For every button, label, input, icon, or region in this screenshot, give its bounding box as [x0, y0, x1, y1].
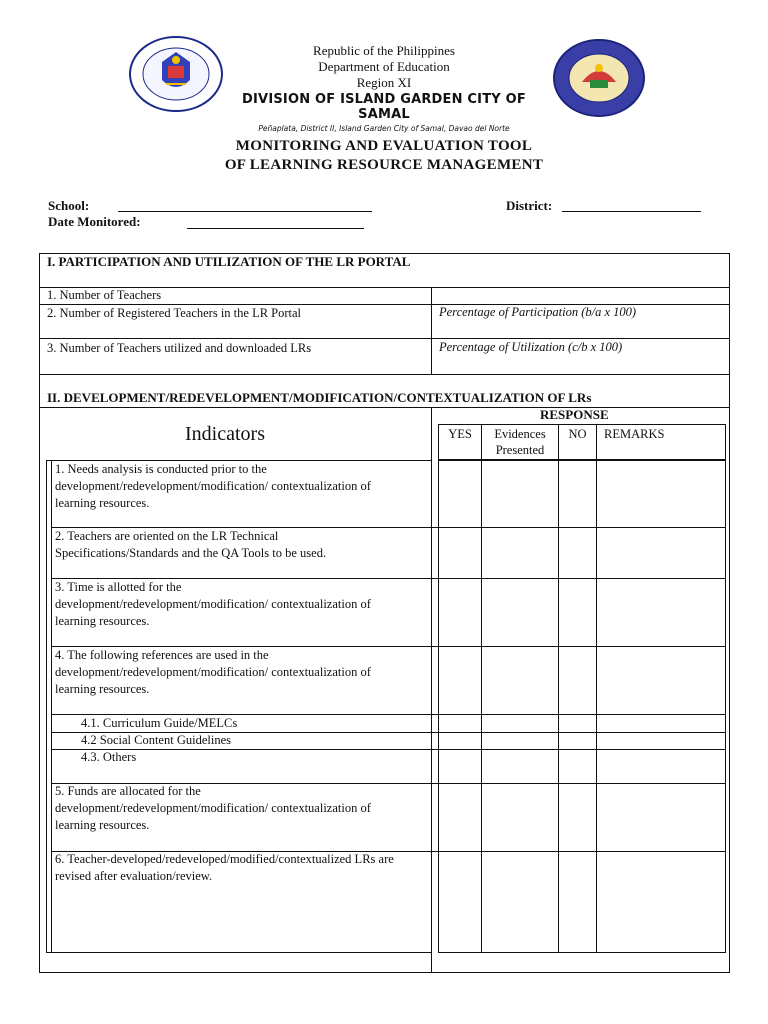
- col-yes: YES: [448, 427, 472, 441]
- header-republic: Republic of the Philippines: [313, 43, 455, 58]
- section-2-heading: II. DEVELOPMENT/REDEVELOPMENT/MODIFICATION/CONTEXTUALIZATION OF LRs: [47, 390, 592, 405]
- deped-seal: [128, 36, 224, 112]
- section-1-row-2-label: 2. Number of Registered Teachers in the LR Portal: [47, 306, 302, 320]
- section-1-row-3-label: 3. Number of Teachers utilized and downloaded LRs: [47, 341, 312, 355]
- header-division: DIVISION OF ISLAND GARDEN CITY OF SAMAL: [242, 92, 526, 122]
- division-seal: [552, 38, 646, 118]
- header-department: Department of Education: [318, 59, 450, 74]
- section-1-row-1-label: 1. Number of Teachers: [47, 288, 162, 302]
- indicator-row: 5. Funds are allocated for the development/redevelopment/modification/ contextualization of learning resources.: [55, 784, 371, 832]
- response-heading: RESPONSE: [540, 407, 609, 422]
- district-label: District:: [506, 198, 553, 213]
- section-1-heading: I. PARTICIPATION AND UTILIZATION OF THE LR PORTAL: [47, 254, 411, 269]
- indicator-subrow: 4.1. Curriculum Guide/MELCs: [81, 716, 238, 730]
- indicator-row: 3. Time is allotted for the development/redevelopment/modification/ contextualization of learning resources.: [55, 580, 371, 628]
- indicator-subrow: 4.3. Others: [81, 750, 137, 764]
- school-label: School:: [48, 198, 90, 213]
- col-remarks: REMARKS: [604, 427, 665, 441]
- district-field[interactable]: [562, 211, 701, 212]
- indicator-row: 6. Teacher-developed/redeveloped/modified/contextualized LRs are revised after evaluation/review.: [55, 852, 394, 883]
- indicator-row: 4. The following references are used in the development/redevelopment/modification/ contextualization of learning resources.: [55, 648, 371, 696]
- participation-formula: Percentage of Participation (b/a x 100): [439, 305, 637, 319]
- title-line-2: OF LEARNING RESOURCE MANAGEMENT: [224, 157, 544, 173]
- date-monitored-label: Date Monitored:: [48, 214, 141, 229]
- indicator-row: 2. Teachers are oriented on the LR Technical Specifications/Standards and the QA Tools to be used.: [55, 529, 327, 560]
- indicators-heading: Indicators: [185, 423, 265, 445]
- utilization-formula: Percentage of Utilization (c/b x 100): [439, 340, 623, 354]
- header-address: Peñaplata, District II, Island Garden City of Samal, Davao del Norte: [258, 124, 510, 133]
- col-evidences: Evidences Presented: [494, 427, 546, 457]
- date-monitored-field[interactable]: [187, 228, 364, 229]
- title-line-1: MONITORING AND EVALUATION TOOL: [235, 138, 533, 154]
- indicator-subrow: 4.2 Social Content Guidelines: [81, 733, 231, 747]
- indicator-row: 1. Needs analysis is conducted prior to the development/redevelopment/modification/ contextualization of learning resources.: [55, 462, 371, 510]
- school-field[interactable]: [118, 211, 372, 212]
- header-region: Region XI: [356, 75, 412, 90]
- col-no: NO: [568, 427, 587, 441]
